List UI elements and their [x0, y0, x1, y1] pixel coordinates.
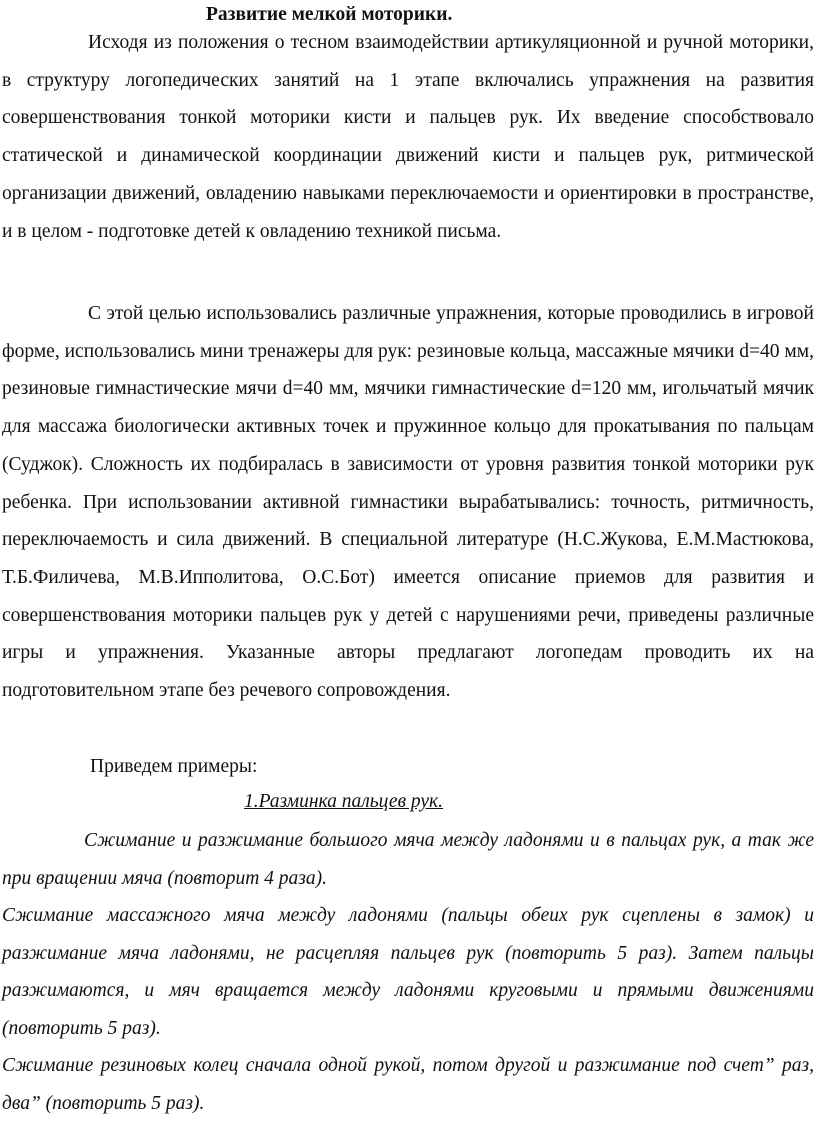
exercise-item: Сжимание резиновых колец сначала одной рукой, потом другой и разжимание под счет” раз, два” (повторить 5 раз).	[2, 1055, 814, 1114]
paragraph-intro: Исходя из положения о тесном взаимодействии артикуляционной и ручной моторики, в структуру логопедических занятий на 1 этапе включались упражнения на развития совершенствования тонкой моторики кисти и пальцев рук. Их введение способствовало статической и динамической координации движений кисти и пальцев рук, ритмической организации движений, овладению навыками переключаемости и ориентировки в пространстве, и в целом - подготовке детей к овладению техникой письма.	[2, 32, 814, 242]
exercise-subheading: 1.Разминка пальцев рук.	[244, 791, 444, 812]
paragraph-methods: С этой целью использовались различные упражнения, которые проводились в игровой форме, использовались мини тренажеры для рук: резиновые кольца, массажные мячики d=40 мм, резиновые гимнастические мячи d=40 мм, мячики гимнастические d=120 мм, игольчатый мячик для массажа биологически активных точек и пружинное кольцо для прокатывания по пальцам (Суджок). Сложность их подбиралась в зависимости от уровня развития тонкой моторики рук ребенка. При использовании активной гимнастики вырабатывались: точность, ритмичность, переключаемость и сила движений. В специальной литературе (Н.С.Жукова, Е.М.Мастюкова, Т.Б.Филичева, М.В.Ипполитова, О.С.Бот) имеется описание приемов для развития и совершенствования моторики пальцев рук у детей с нарушениями речи, приведены различные игры и упражнения. Указанные авторы предлагают логопедам проводить их на подготовительном этапе без речевого сопровождения.	[2, 303, 814, 702]
paragraph-examples-lead: Приведем примеры:	[90, 756, 258, 777]
exercise-item: Сжимание массажного мяча между ладонями (пальцы обеих рук сцеплены в замок) и разжимание мяча ладонями, не расцепляя пальцев рук (повторить 5 раз). Затем пальцы разжимаются, и мяч вращается между ладонями круговыми и прямыми движениями (повторить 5 раз).	[2, 905, 814, 1040]
exercise-item: Сжимание и разжимание большого мяча между ладонями и в пальцах рук, а так же при вращении мяча (повторит 4 раза).	[2, 830, 814, 889]
section-heading: Развитие мелкой моторики.	[206, 4, 453, 25]
